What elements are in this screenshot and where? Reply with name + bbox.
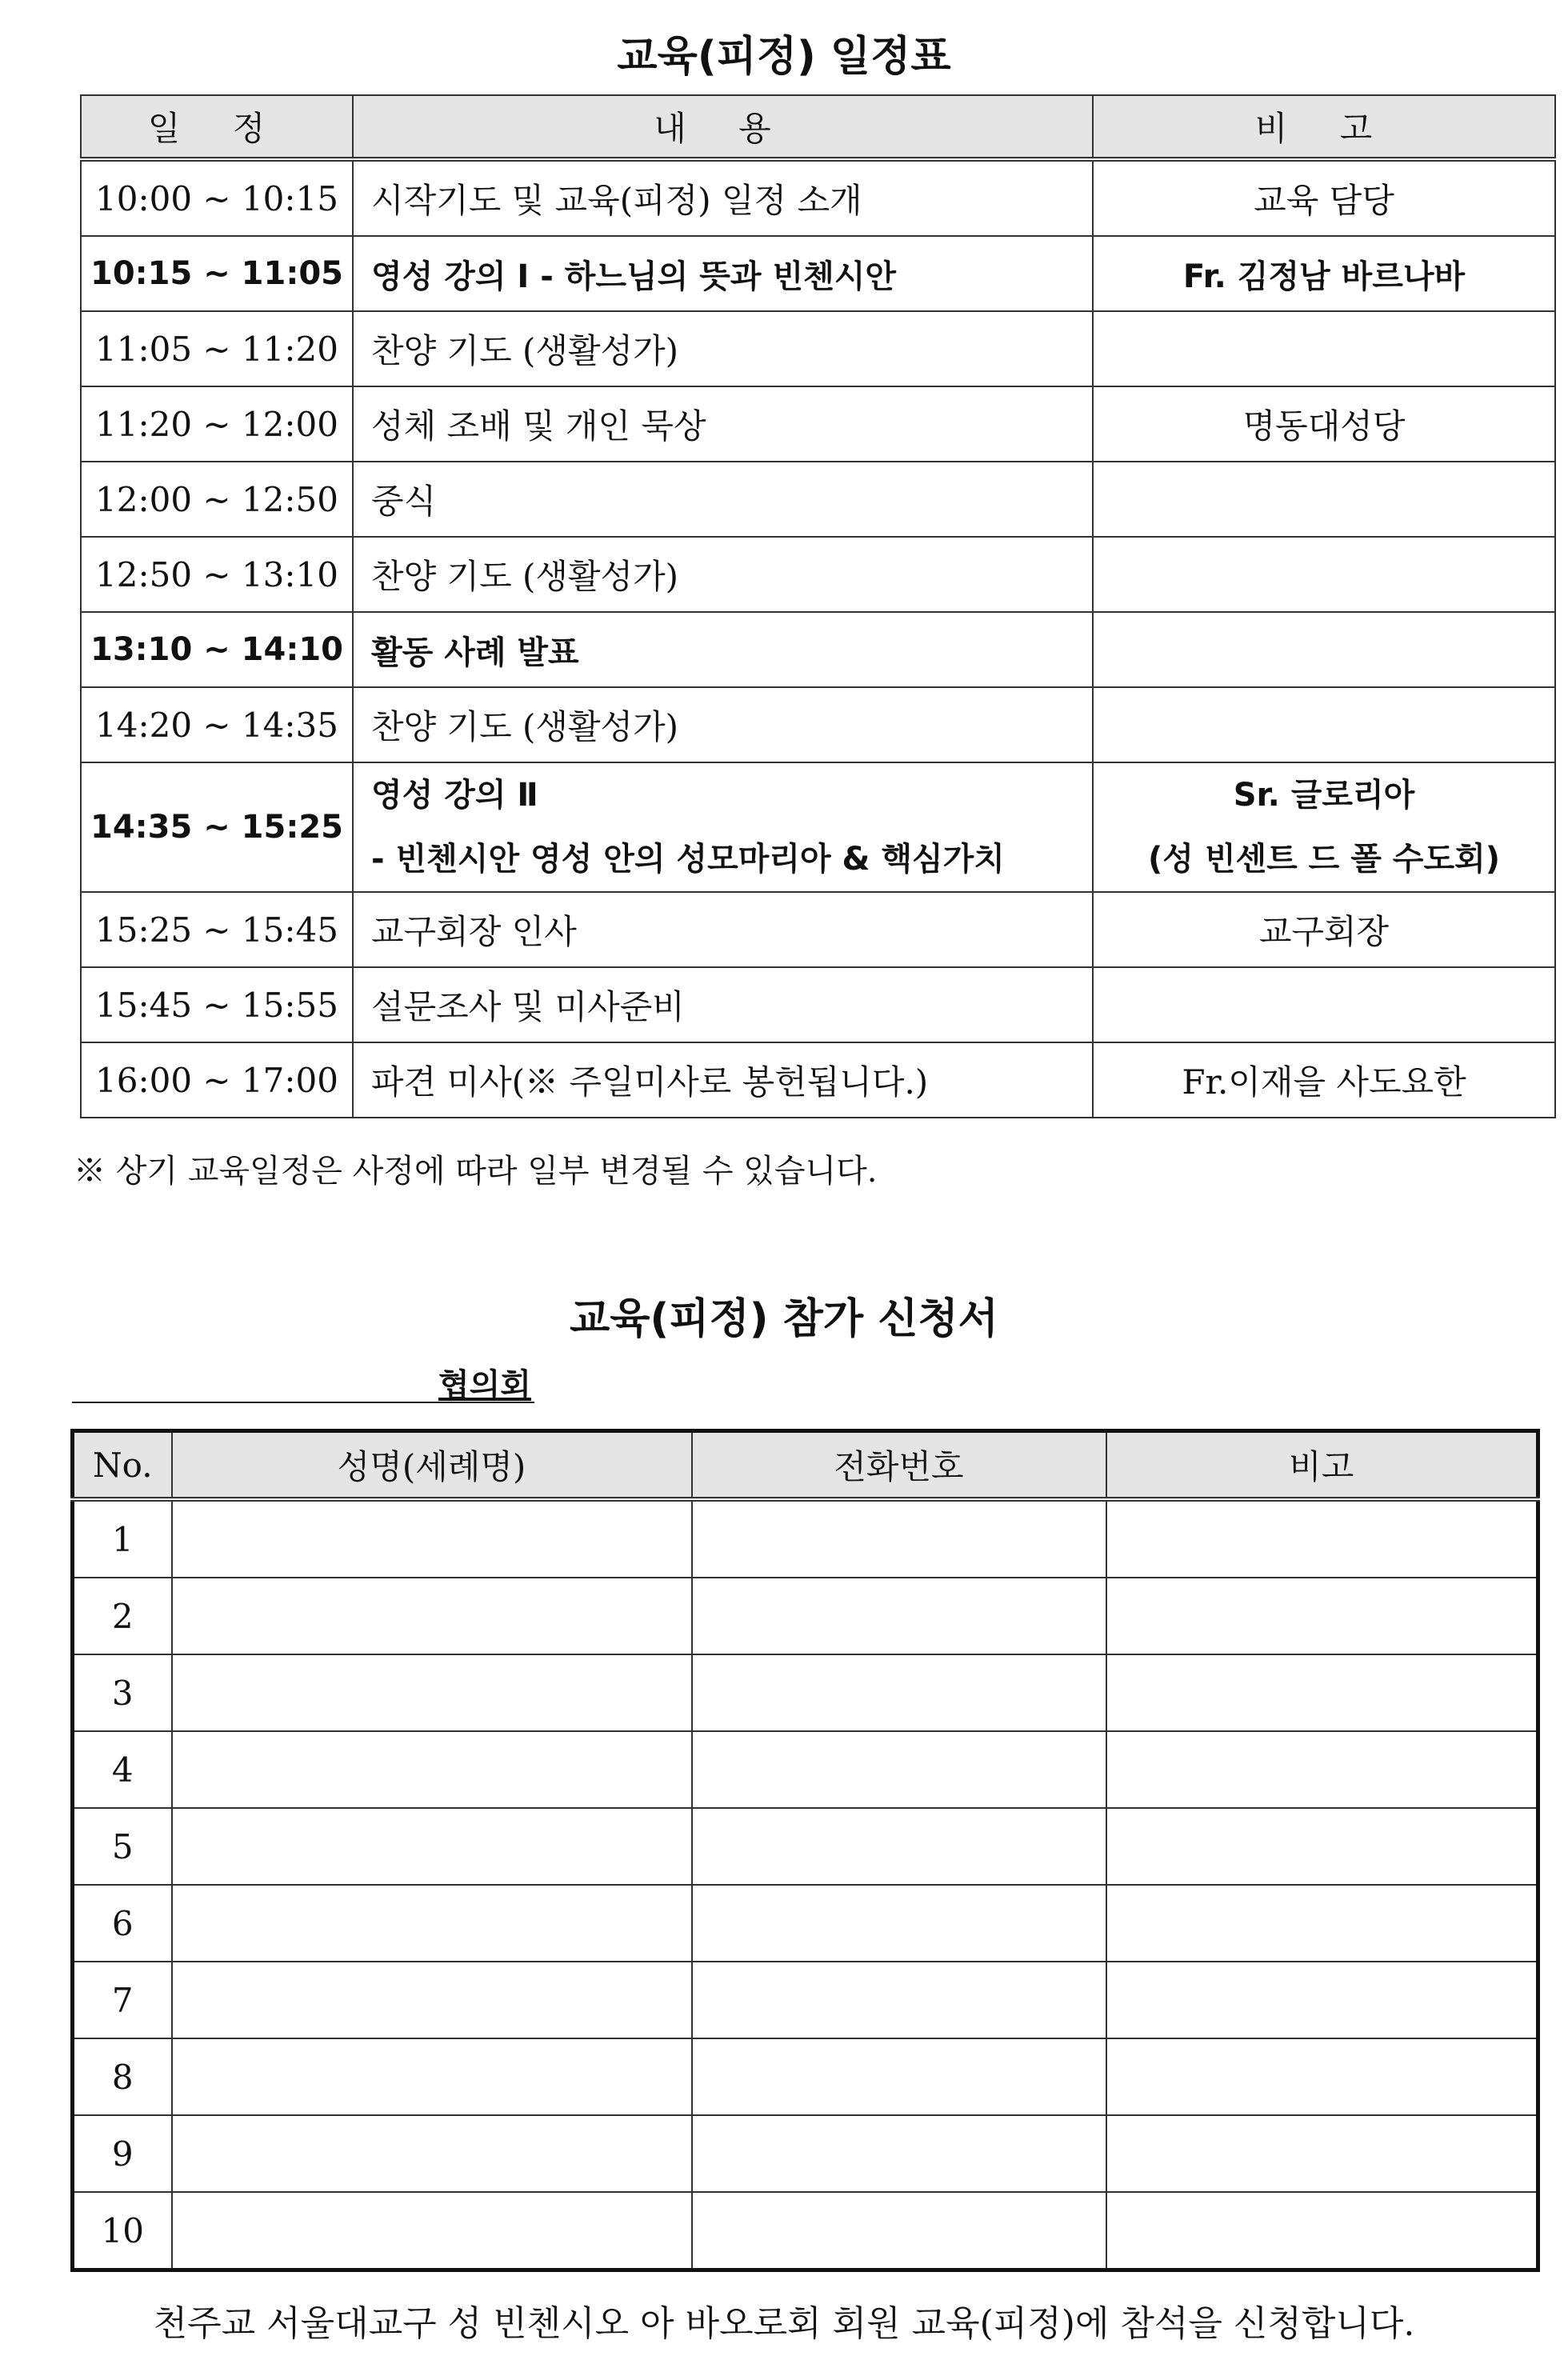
schedule-content — [353, 892, 1093, 967]
signup-row-number: 3 — [73, 1654, 172, 1731]
schedule-note — [1093, 537, 1555, 612]
signup-name-cell[interactable] — [172, 1654, 692, 1731]
schedule-content-line: 성체 조배 및 개인 묵상 — [371, 406, 706, 446]
schedule-time: 12:00 ~ 12:50 — [81, 462, 353, 537]
signup-row-number: 9 — [73, 2115, 172, 2192]
signup-note-cell[interactable] — [1106, 2038, 1538, 2115]
signup-row-number: 5 — [73, 1808, 172, 1885]
schedule-note-line: Fr. 김정남 바르나바 — [1182, 258, 1466, 295]
schedule-note — [1093, 1042, 1555, 1118]
schedule-time: 11:20 ~ 12:00 — [81, 386, 353, 462]
schedule-note — [1093, 687, 1555, 762]
schedule-note-line: (성 빈센트 드 폴 수도회) — [1147, 841, 1501, 878]
schedule-note — [1093, 386, 1555, 462]
schedule-time: 14:20 ~ 14:35 — [81, 687, 353, 762]
signup-name-cell[interactable] — [172, 1885, 692, 1962]
schedule-content — [353, 537, 1093, 612]
schedule-time: 13:10 ~ 14:10 — [81, 612, 353, 687]
schedule-content-line: 시작기도 및 교육(피정) 일정 소개 — [371, 181, 862, 220]
schedule-content-line: 찬양 기도 (생활성가) — [371, 707, 679, 746]
council-label: 협의회 — [438, 1367, 531, 1404]
schedule-content-line: 설문조사 및 미사준비 — [371, 987, 685, 1026]
signup-row-number: 8 — [73, 2038, 172, 2115]
schedule-content-line: 활동 사례 발표 — [371, 634, 579, 671]
signup-name-cell[interactable] — [172, 2038, 692, 2115]
table-row — [73, 1962, 1538, 2038]
signup-note-cell[interactable] — [1106, 1808, 1538, 1885]
schedule-title: 교육(피정) 일정표 — [617, 33, 951, 81]
signup-row-number: 1 — [73, 1499, 172, 1578]
signup-name-cell[interactable] — [172, 1731, 692, 1808]
schedule-content — [353, 386, 1093, 462]
header-phone: 전화번호 — [692, 1431, 1106, 1500]
schedule-note-line: Sr. 글로리아 — [1233, 777, 1415, 814]
table-row — [81, 687, 1555, 762]
table-row — [81, 462, 1555, 537]
schedule-time: 10:15 ~ 11:05 — [81, 236, 353, 311]
signup-note-cell[interactable] — [1106, 1578, 1538, 1654]
signup-phone-cell[interactable] — [692, 1499, 1106, 1578]
table-row — [81, 236, 1555, 311]
schedule-note-line: 교육 담당 — [1254, 181, 1394, 220]
table-row — [81, 311, 1555, 386]
table-row — [73, 1885, 1538, 1962]
schedule-content — [353, 967, 1093, 1042]
schedule-content-line: - 빈첸시안 영성 안의 성모마리아 & 핵심가치 — [371, 841, 1005, 878]
schedule-note-line: 명동대성당 — [1242, 406, 1406, 446]
schedule-time: 15:45 ~ 15:55 — [81, 967, 353, 1042]
schedule-content — [353, 687, 1093, 762]
signup-row-number: 10 — [73, 2192, 172, 2270]
schedule-table — [80, 94, 1556, 1118]
schedule-note — [1093, 311, 1555, 386]
signup-note-cell[interactable] — [1106, 1731, 1538, 1808]
header-signup-note: 비고 — [1106, 1431, 1538, 1500]
schedule-time: 14:35 ~ 15:25 — [81, 762, 353, 892]
table-row — [73, 1499, 1538, 1578]
schedule-time: 16:00 ~ 17:00 — [81, 1042, 353, 1118]
signup-row-number: 6 — [73, 1885, 172, 1962]
table-row — [73, 2192, 1538, 2270]
signup-phone-cell[interactable] — [692, 2115, 1106, 2192]
schedule-note — [1093, 612, 1555, 687]
header-name: 성명(세례명) — [172, 1431, 692, 1500]
signup-name-cell[interactable] — [172, 1962, 692, 2038]
signup-phone-cell[interactable] — [692, 2038, 1106, 2115]
schedule-time: 15:25 ~ 15:45 — [81, 892, 353, 967]
signup-header-row — [73, 1431, 1538, 1500]
schedule-note-line: 교구회장 — [1258, 912, 1390, 951]
signup-table — [70, 1429, 1540, 2272]
schedule-note — [1093, 236, 1555, 311]
schedule-content-line: 영성 강의 Ⅱ — [371, 777, 538, 814]
table-row — [81, 762, 1555, 892]
table-row — [73, 1654, 1538, 1731]
signup-name-cell[interactable] — [172, 1808, 692, 1885]
signup-phone-cell[interactable] — [692, 1578, 1106, 1654]
schedule-content — [353, 612, 1093, 687]
signup-title: 교육(피정) 참가 신청서 — [570, 1295, 998, 1343]
schedule-content — [353, 1042, 1093, 1118]
table-row — [73, 1731, 1538, 1808]
header-note: 비 고 — [1093, 95, 1555, 159]
schedule-time: 11:05 ~ 11:20 — [81, 311, 353, 386]
schedule-notice: ※ 상기 교육일정은 사정에 따라 일부 변경될 수 있습니다. — [74, 1153, 878, 1190]
signup-phone-cell[interactable] — [692, 1885, 1106, 1962]
table-row — [73, 2115, 1538, 2192]
signup-note-cell[interactable] — [1106, 2115, 1538, 2192]
schedule-note — [1093, 967, 1555, 1042]
signup-note-cell[interactable] — [1106, 2192, 1538, 2270]
schedule-time: 12:50 ~ 13:10 — [81, 537, 353, 612]
signup-phone-cell[interactable] — [692, 2192, 1106, 2270]
signup-note-cell[interactable] — [1106, 1499, 1538, 1578]
table-row — [81, 892, 1555, 967]
schedule-content-line: 영성 강의 Ⅰ - 하느님의 뜻과 빈첸시안 — [371, 258, 896, 295]
schedule-note — [1093, 159, 1555, 236]
signup-row-number: 2 — [73, 1578, 172, 1654]
table-row — [73, 1808, 1538, 1885]
header-no: No. — [73, 1431, 172, 1500]
schedule-content — [353, 311, 1093, 386]
signup-phone-cell[interactable] — [692, 1731, 1106, 1808]
header-content: 내 용 — [353, 95, 1093, 159]
signup-note-cell[interactable] — [1106, 1654, 1538, 1731]
signup-note-cell[interactable] — [1106, 1962, 1538, 2038]
schedule-content — [353, 236, 1093, 311]
header-time: 일 정 — [81, 95, 353, 159]
schedule-content — [353, 462, 1093, 537]
signup-phone-cell[interactable] — [692, 1654, 1106, 1731]
signup-name-cell[interactable] — [172, 2192, 692, 2270]
schedule-content-line: 교구회장 인사 — [371, 912, 577, 951]
signup-phone-cell[interactable] — [692, 1962, 1106, 2038]
table-row — [73, 2038, 1538, 2115]
schedule-content-line: 찬양 기도 (생활성가) — [371, 557, 679, 596]
schedule-note — [1093, 462, 1555, 537]
schedule-content — [353, 762, 1093, 892]
schedule-time: 10:00 ~ 10:15 — [81, 159, 353, 236]
table-row — [81, 159, 1555, 236]
schedule-content — [353, 159, 1093, 236]
table-row — [81, 967, 1555, 1042]
schedule-note — [1093, 892, 1555, 967]
signup-name-cell[interactable] — [172, 1499, 692, 1578]
signup-name-cell[interactable] — [172, 2115, 692, 2192]
table-row — [81, 386, 1555, 462]
table-row — [73, 1578, 1538, 1654]
schedule-note — [1093, 762, 1555, 892]
table-row — [81, 1042, 1555, 1118]
schedule-content-line: 중식 — [371, 482, 437, 521]
signup-row-number: 7 — [73, 1962, 172, 2038]
schedule-content-line: 파견 미사(※ 주일미사로 봉헌됩니다.) — [371, 1062, 929, 1102]
footer-statement: 천주교 서울대교구 성 빈첸시오 아 바오로회 회원 교육(피정)에 참석을 신청합니다. — [153, 2303, 1415, 2344]
schedule-note-line: Fr.이재을 사도요한 — [1182, 1062, 1466, 1102]
signup-row-number: 4 — [73, 1731, 172, 1808]
schedule-content-line: 찬양 기도 (생활성가) — [371, 331, 679, 370]
signup-name-cell[interactable] — [172, 1578, 692, 1654]
table-row — [81, 612, 1555, 687]
schedule-header-row — [81, 95, 1555, 159]
table-row — [81, 537, 1555, 612]
signup-phone-cell[interactable] — [692, 1808, 1106, 1885]
signup-note-cell[interactable] — [1106, 1885, 1538, 1962]
